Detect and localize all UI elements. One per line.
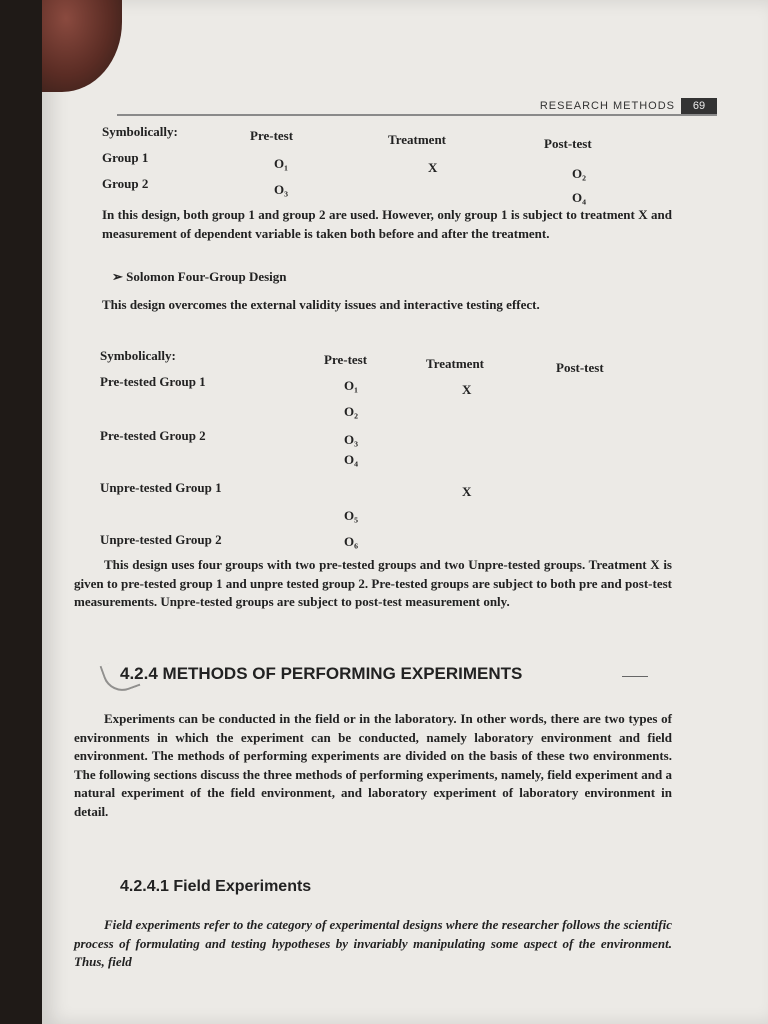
header-title: RESEARCH METHODS — [539, 100, 675, 112]
table2-r2-pre: O₃ — [344, 432, 359, 447]
table2-row-pretested-group1: Pre-tested Group 1 — [100, 374, 206, 389]
table2-r4-post: O₆ — [344, 534, 359, 549]
table1-g1-pre: O₁ — [274, 156, 289, 171]
table2-r1-post: O₂ — [344, 404, 359, 419]
subsection-heading: 4.2.4.1 Field Experiments — [120, 878, 312, 895]
table1-label: Symbolically: — [102, 124, 178, 139]
table1-g2-post: O₄ — [572, 190, 587, 205]
table1-col-posttest: Post-test — [544, 136, 592, 151]
table1-g1-post: O₂ — [572, 166, 587, 181]
bullet-heading-text: Solomon Four-Group Design — [126, 269, 287, 284]
paragraph-field-experiments: Field experiments refer to the category of experimental designs where the researcher follows the scientific process of formulating and testing hypotheses by invariably manipulating some aspect of the environment. Thus, field — [74, 917, 672, 969]
table2-r1-treat: X — [462, 382, 472, 397]
table1-col-treatment: Treatment — [388, 132, 446, 147]
table2-row-unpretested-group1: Unpre-tested Group 1 — [100, 480, 222, 495]
table1-g2-pre: O₃ — [274, 182, 289, 197]
table2-r1-pre: O₁ — [344, 378, 359, 393]
table2-row-pretested-group2: Pre-tested Group 2 — [100, 428, 206, 443]
paragraph-solomon: This design overcomes the external validity issues and interactive testing effect. — [102, 297, 540, 312]
section-heading: 4.2.4 METHODS OF PERFORMING EXPERIMENTS — [120, 664, 523, 683]
thumb-shadow — [42, 0, 122, 92]
page-number: 69 — [681, 98, 717, 114]
table2-col-pretest: Pre-test — [324, 352, 368, 367]
paragraph-group-design: In this design, both group 1 and group 2 are used. However, only group 1 is subject to treatment X and measurement of dependent variable is taken both before and after the treatment. — [102, 207, 672, 241]
paragraph-four-groups: This design uses four groups with two pre-tested groups and two Unpre-tested groups. Treatment X is given to pre-tested group 1 and unpre tested group 2. Pre-tested groups are subject to both pre and post-test measurements. Unpre-tested groups are subject to post-test measurement only. — [74, 557, 672, 609]
bullet-heading — [112, 268, 287, 285]
table1-row-group2: Group 2 — [102, 176, 149, 191]
table1-g1-treat: X — [428, 160, 438, 175]
table2-row-unpretested-group2: Unpre-tested Group 2 — [100, 532, 222, 547]
table1-row-group1: Group 1 — [102, 150, 149, 165]
paragraph-methods: Experiments can be conducted in the field or in the laboratory. In other words, there are two types of environments in which the experiment can be conducted, namely laboratory environment and field environment. The methods of performing experiments are divided on the basis of these two environments. The following sections discuss the three methods of performing experiments, namely, field experiment and a natural experiment of the field environment, and laboratory experiment of laboratory environment in detail. — [74, 711, 672, 819]
table2-r3-post: O₅ — [344, 508, 359, 523]
table2-r3-treat: X — [462, 484, 472, 499]
pen-dash — [622, 676, 648, 677]
book-page — [42, 0, 768, 1024]
table2-col-posttest: Post-test — [556, 360, 604, 375]
table2-label: Symbolically: — [100, 348, 176, 363]
table2-r2-post: O₄ — [344, 452, 359, 467]
arrow-bullet-icon: ➢ — [112, 269, 127, 284]
table1-col-pretest: Pre-test — [250, 128, 294, 143]
table2-col-treatment: Treatment — [426, 356, 484, 371]
running-header — [117, 100, 717, 116]
